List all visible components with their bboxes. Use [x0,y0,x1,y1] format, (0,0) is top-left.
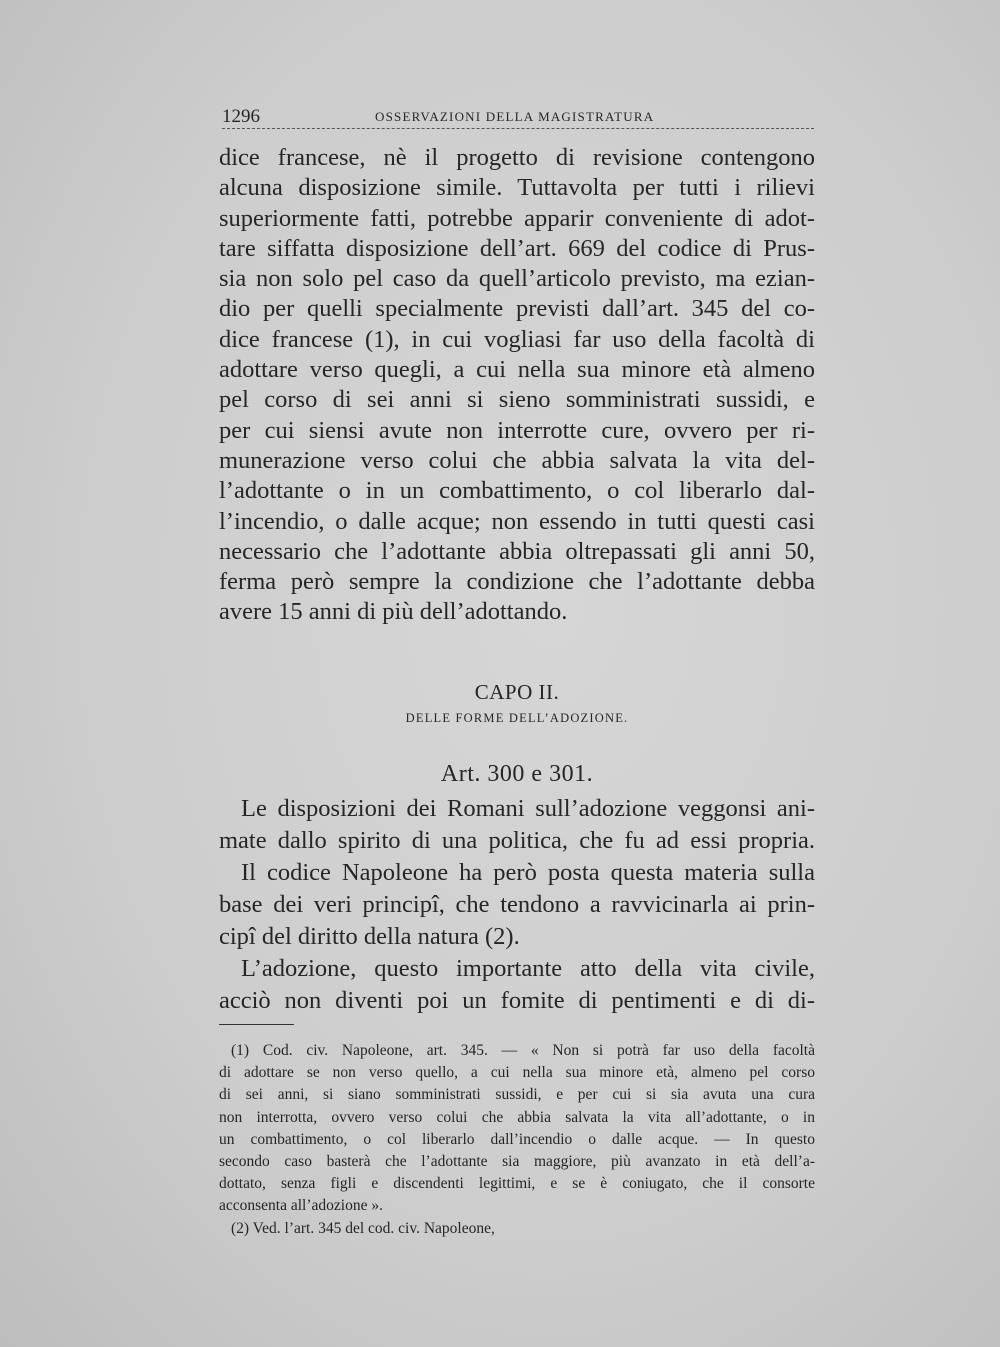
text-line: dio per quelli specialmente previsti dall’art. 345 del co- [219,295,815,323]
text-line: necessario che l’adottante abbia oltrepassati gli anni 50, [219,537,815,565]
footnote-line: non interrotta, ovvero verso colui che abbia salvata la vita all’adottante, o in [219,1108,815,1126]
chapter-title: CAPO II. [474,680,560,704]
text-line: adottare verso quegli, a cui nella sua minore età almeno [219,356,815,384]
page-header [222,106,814,129]
footnote-line: di adottare se non verso quello, a cui nella sua minore età, almeno pel corso [219,1064,815,1082]
footnote-line: di sei anni, si siano somministrati sussidi, e per cui si sia avuta una cura [219,1086,815,1104]
text-line: Le disposizioni dei Romani sull’adozione veggonsi ani- [241,795,815,822]
chapter-subtitle: DELLE FORME DELL’ADOZIONE. [405,711,629,725]
article-heading: Art. 300 e 301. [440,761,594,787]
text-line: dice francese, nè il progetto di revisione contengono [219,144,815,171]
footnote-line: (1) Cod. civ. Napoleone, art. 345. — « Non si potrà far uso della facoltà [231,1042,815,1059]
footnote-line: un combattimento, o col liberarlo dall’incendio o dalle acque. — In questo [219,1130,815,1148]
text-line: alcuna disposizione simile. Tuttavolta per tutti i rilievi [219,174,815,202]
text-line: avere 15 anni di più dell’adottando. [219,598,568,626]
text-line: sia non solo pel caso da quell’articolo previsto, ma ezian- [219,265,815,293]
text-line: ferma però sempre la condizione che l’adottante debba [219,568,815,596]
text-line: tare siffatta disposizione dell’art. 669 del codice di Prus- [219,234,815,262]
text-line: per cui siensi avute non interrotte cure, ovvero per ri- [219,416,815,444]
footnote-line: dottato, senza figli e discendenti legittimi, e se è coniugato, che il consorte [219,1175,815,1193]
text-line: dice francese (1), in cui vogliasi far uso della facoltà di [219,325,815,353]
text-line: l’adottante o in un combattimento, o col liberarlo dal- [219,477,815,505]
running-title: OSSERVAZIONI DELLA MAGISTRATURA [375,109,655,124]
main-text-block [219,143,815,628]
chapter-heading [219,680,815,726]
text-line: superiormente fatti, potrebbe apparir conveniente di adot- [219,204,815,232]
text-line: base dei veri principî, che tendono a ravvicinarla ai prin- [219,891,815,918]
article-text-block [219,793,815,1017]
text-line: mate dallo spirito di una politica, che fu ad essi propria. [219,827,815,854]
footnote-line: (2) Ved. l’art. 345 del cod. civ. Napoleone, [231,1219,495,1237]
text-line: munerazione verso colui che abbia salvata la vita del- [219,446,815,474]
text-line: Il codice Napoleone ha però posta questa materia sulla [241,859,815,886]
text-line: l’incendio, o dalle acque; non essendo in tutti questi casi [219,507,815,535]
page-number: 1296 [222,106,260,127]
footnote-line: secondo caso basterà che l’adottante sia maggiore, più avanzato in età dell’a- [219,1153,815,1171]
text-line: pel corso di sei anni si sieno somministrati sussidi, e [219,386,815,414]
footnotes [219,1040,815,1240]
text-line: acciò non diventi poi un fomite di pentimenti e di di- [219,987,815,1014]
text-line: cipî del diritto della natura (2). [219,923,520,950]
text-line: L’adozione, questo importante atto della vita civile, [241,955,815,982]
footnote-rule [219,1024,294,1025]
footnote-line: acconsenta all’adozione ». [219,1197,383,1215]
